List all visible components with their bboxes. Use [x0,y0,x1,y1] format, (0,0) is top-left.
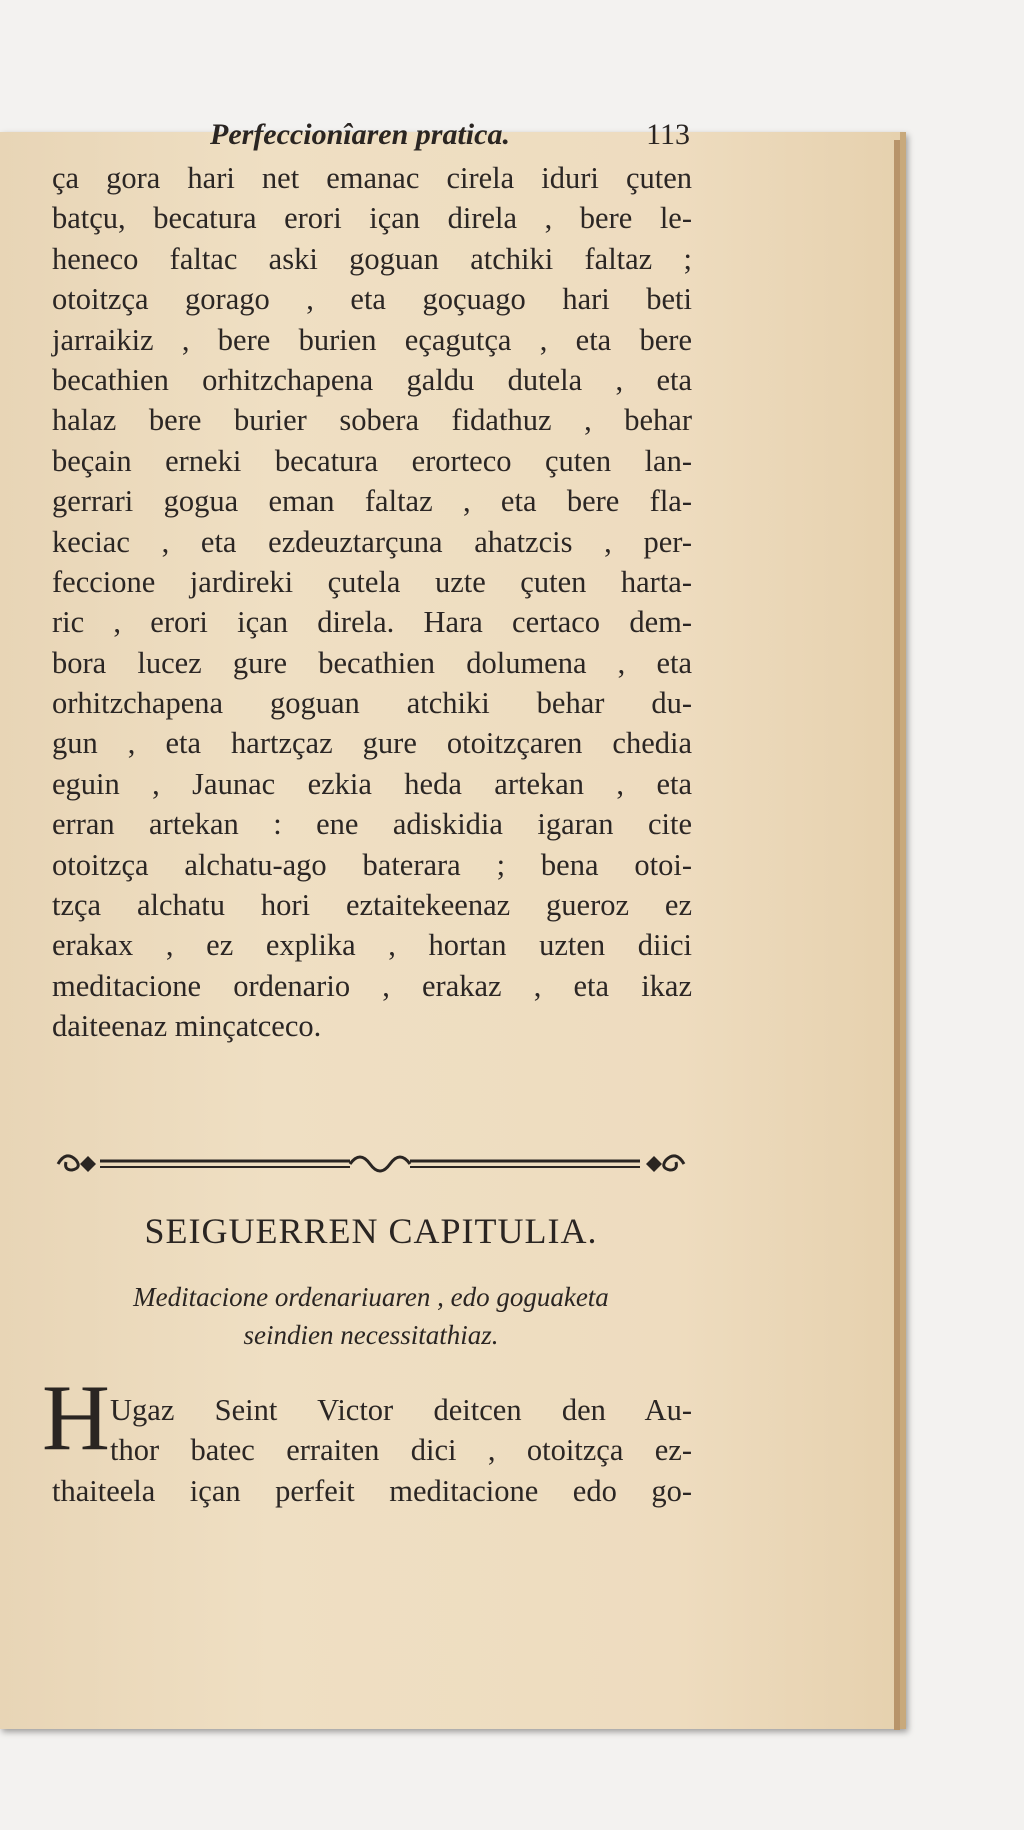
text-line: beçain erneki becatura erorteco çuten lan- [52,443,692,478]
drop-cap: H [42,1366,110,1470]
chapter-heading: SEIGUERREN CAPITULIA. [144,1211,598,1251]
text-line: gun , eta hartzçaz gure otoitzçaren chedia [52,726,692,761]
text-line: ric , erori içan direla. Hara certaco dem- [52,605,692,640]
text-line: erran artekan : ene adiskidia igaran cite [52,807,692,842]
running-title: Perfeccionîaren pratica. [210,118,510,151]
text-line: bora lucez gure becathien dolumena , eta [52,645,692,680]
text-line: ça gora hari net emanac cirela iduri çuten [52,161,692,195]
text-line: orhitzchapena goguan atchiki behar du- [52,686,692,721]
decorative-rule-ornament [50,1144,692,1184]
text-line: heneco faltac aski goguan atchiki faltaz ; [52,241,692,276]
subtitle-line: seindien necessitathiaz. [243,1320,499,1350]
page-edge [894,140,900,1730]
text-line: thor batec erraiten dici , otoitzça ez- [110,1433,692,1468]
text-line: daiteenaz minçatceco. [52,1009,322,1044]
text-line: thaiteela içan perfeit meditacione edo go- [52,1473,692,1508]
text-line: Ugaz Seint Victor deitcen den Au- [110,1393,692,1427]
page-number: 113 [646,118,690,151]
text-line: becathien orhitzchapena galdu dutela , eta [52,362,692,397]
text-line: tzça alchatu hori eztaitekeenaz gueroz ez [52,888,692,923]
text-line: erakax , ez explika , hortan uzten diici [52,928,692,963]
chapter-paragraph [52,1390,692,1511]
page-header [200,118,690,158]
text-line: meditacione ordenario , erakaz , eta ikaz [52,968,692,1003]
text-line: otoitzça gorago , eta goçuago hari beti [52,282,692,317]
text-line: gerrari gogua eman faltaz , eta bere fla- [52,484,692,519]
text-line: otoitzça alchatu-ago baterara ; bena otoi- [52,847,692,882]
chapter-subtitle [50,1278,692,1354]
subtitle-line: Meditacione ordenariuaren , edo goguaketa [133,1282,609,1312]
text-line: jarraikiz , bere burien eçagutça , eta bere [52,322,692,357]
body-paragraph [52,158,692,1047]
text-line: eguin , Jaunac ezkia heda artekan , eta [52,766,692,801]
text-line: batçu, becatura erori içan direla , bere le- [52,201,692,236]
text-line: halaz bere burier sobera fidathuz , behar [52,403,692,438]
text-line: keciac , eta ezdeuztarçuna ahatzcis , per- [52,524,692,559]
text-line: feccione jardireki çutela uzte çuten harta- [52,564,692,599]
